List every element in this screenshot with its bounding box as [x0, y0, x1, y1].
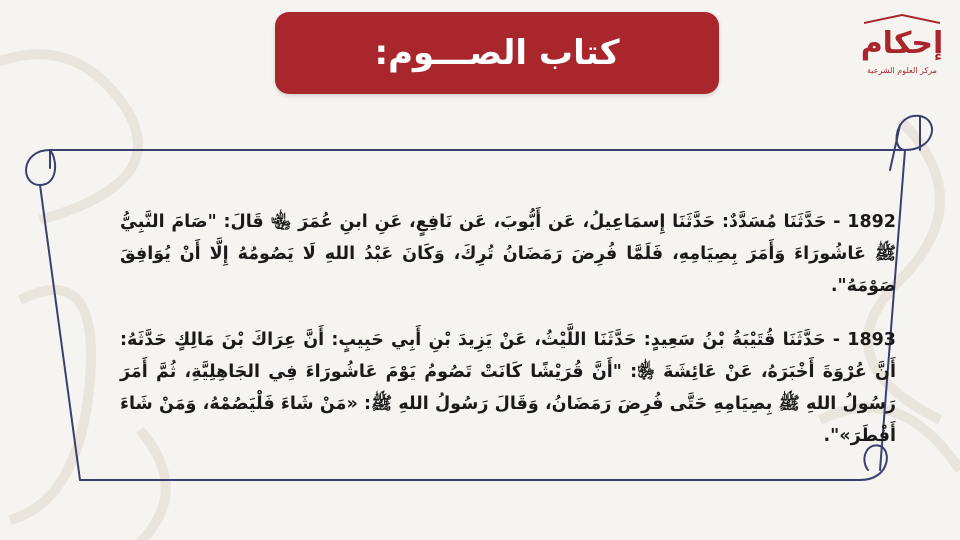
logo-subtitle: مركز العلوم الشرعية: [867, 66, 937, 75]
page-title: كتاب الصـــوم:: [374, 33, 620, 73]
logo-word: إحكام: [860, 26, 944, 61]
hadith-1892: 1892 - حَدَّثَنَا مُسَدَّدٌ: حَدَّثَنَا إِسمَاعِيلُ، عَن أَيُّوبَ، عَن نَافِعٍ، عَنِ ابنِ عُمَرَ ﵄ قَالَ: "صَامَ النَّبِيُّ ﷺ عَاشُورَاءَ وَأَمَرَ بِصِيَامِهِ، فَلَمَّا فُرِضَ رَمَضَانُ تُرِكَ، وَكَانَ عَبْدُ اللهِ لَا يَصُومُهُ إِلَّا أَنْ يُوَافِقَ صَوْمَهُ".: [120, 212, 896, 296]
hadith-content: [120, 206, 896, 474]
hadith-1893: 1893 - حَدَّثَنَا قُتَيْبَةُ بْنُ سَعِيدٍ: حَدَّثَنَا اللَّيْثُ، عَنْ يَزِيدَ بْنِ أَبِي حَبِيبٍ: أَنَّ عِرَاكَ بْنَ مَالِكٍ حَدَّثَهُ: أَنَّ عُرْوَةَ أَخْبَرَهُ، عَنْ عَائِشَةَ ﵂: "أَنَّ قُرَيْشًا كَانَتْ تَصُومُ يَوْمَ عَاشُورَاءَ فِي الجَاهِلِيَّةِ، ثُمَّ أَمَرَ رَسُولُ اللهِ ﷺ بِصِيَامِهِ حَتَّى فُرِضَ رَمَضَانُ، وَقَالَ رَسُولُ اللهِ ﷺ: «مَنْ شَاءَ فَلْيَصُمْهُ، وَمَنْ شَاءَ أَفْطَرَ»".: [120, 330, 896, 446]
